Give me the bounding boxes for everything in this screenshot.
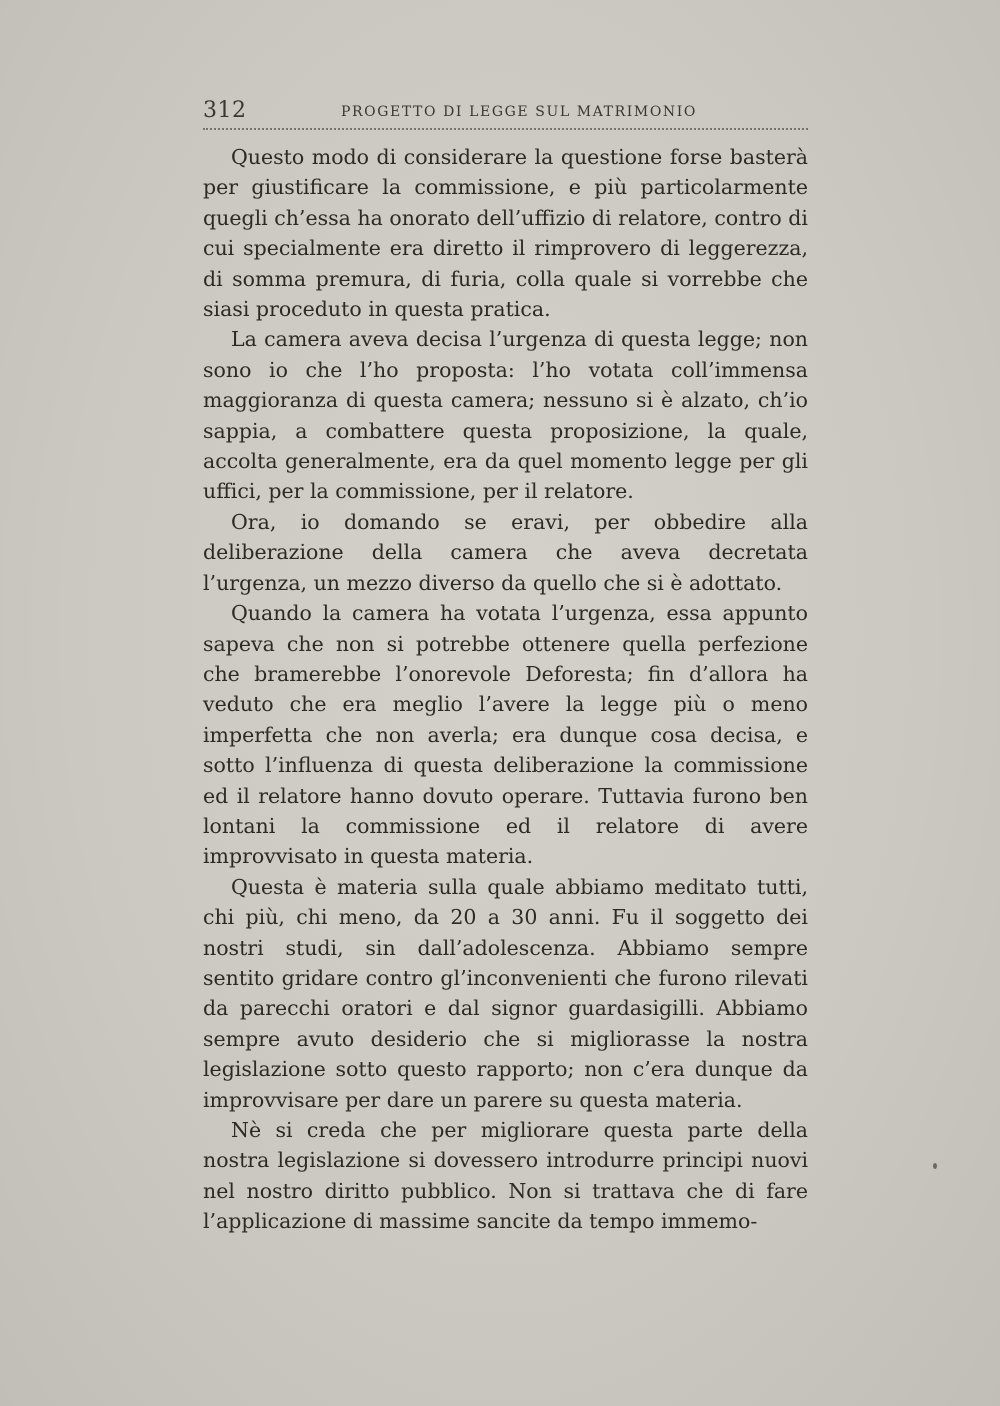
paragraph: Questo modo di considerare la questione forse basterà per giustificare la commissione, e più particolarmente quegli ch’essa ha onorato dell’uffizio di relatore, contro di cui specialmente era diretto il rimprovero di leggerezza, di somma premura, di furia, colla quale si vorrebbe che siasi proceduto in questa pratica. [203,145,808,322]
page-number: 312 [203,98,247,123]
body-text [203,142,808,1237]
paragraph: Nè si creda che per migliorare questa parte della nostra legislazione si dovessero introdurre principi nuovi nel nostro diritto pubblico. Non si trattava che di fare l’applicazione di massime sancite da tempo immemo- [203,1118,808,1234]
paragraph: La camera aveva decisa l’urgenza di questa legge; non sono io che l’ho proposta: l’ho votata coll’immensa maggioranza di questa camera; nessuno si è alzato, ch’io sappia, a combattere questa proposizione, la quale, accolta generalmente, era da quel momento legge per gli uffici, per la commissione, per il relatore. [203,327,808,504]
paragraph: Ora, io domando se eravi, per obbedire alla deliberazione della camera che aveva decretata l’urgenza, un mezzo diverso da quello che si è adottato. [203,509,808,595]
header-rule [203,128,808,130]
paragraph: Quando la camera ha votata l’urgenza, essa appunto sapeva che non si potrebbe ottenere quella perfezione che bramerebbe l’onorevole Deforesta; fin d’allora ha veduto che era meglio l’avere la legge più o meno imperfetta che non averla; era dunque cosa decisa, e sotto l’influenza di questa deliberazione la commissione ed il relatore hanno dovuto operare. Tuttavia furono ben lontani la commissione ed il relatore di avere improvvisato in questa materia. [203,601,808,869]
running-head: PROGETTO DI LEGGE SUL MATRIMONIO [341,104,697,120]
paragraph: Questa è materia sulla quale abbiamo meditato tutti, chi più, chi meno, da 20 a 30 anni. Fu il soggetto dei nostri studi, sin dall’adolescenza. Abbiamo sempre sentito gridare contro gl’inconvenienti che furono rilevati da parecchi oratori e dal signor guardasigilli. Abbiamo sempre avuto desiderio che si migliorasse la nostra legislazione sotto questo rapporto; non c’era dunque da improvvisare per dare un parere su questa materia. [203,874,808,1112]
ink-speck [933,1163,937,1169]
page-header [203,98,808,134]
